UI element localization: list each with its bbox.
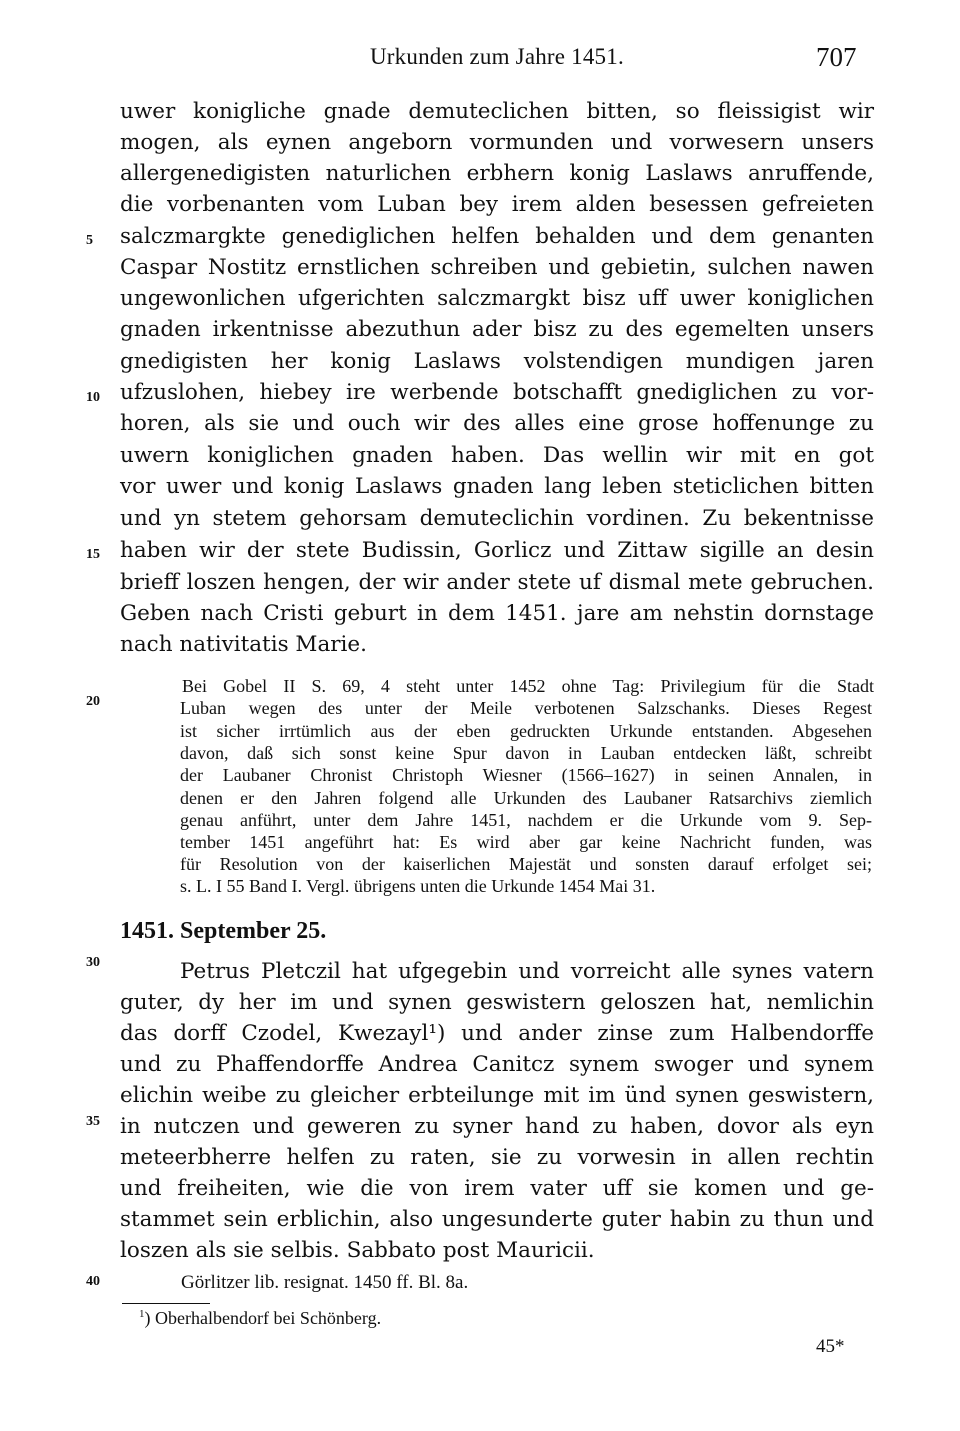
note-line: s. L. I 55 Band I. Vergl. übrigens unten die Urkunde 1454 Mai 31. xyxy=(180,876,656,896)
text-line: mogen, als eynen angeborn vormunden und vorwesern unsers xyxy=(120,130,874,155)
footnote-rule xyxy=(122,1303,210,1304)
running-head: Urkunden zum Jahre 1451. xyxy=(370,44,624,69)
note-line: tember 1451 angeführt hat: Es wird aber gar keine Nachricht funden, was xyxy=(180,832,872,852)
text-line: haben wir der stete Budissin, Gorlicz und Zittaw sigille an desin xyxy=(120,538,874,563)
footnote xyxy=(139,1308,381,1329)
footnote-mark: 1 xyxy=(139,1308,145,1320)
text-line: Petrus Pletczil hat ufgegebin und vorreicht alle synes vatern xyxy=(180,959,874,984)
text-line: gnedigisten her konig Laslaws volstendigen mundigen jaren xyxy=(120,349,874,374)
text-line: elichin weibe zu gleicher erbteilunge mit im ünd synen geswistern, xyxy=(120,1083,874,1108)
text-line: Geben nach Cristi geburt in dem 1451. jare am nehstin dornstage xyxy=(120,601,874,626)
text-line: stammet sein erblichin, also ungesunderte guter habin zu thun und xyxy=(120,1207,874,1232)
text-line: und freiheiten, wie die von irem vater uff sie komen und ge- xyxy=(120,1176,874,1201)
text-line: das dorff Czodel, Kwezayl¹) und ander zinse zum Halbendorffe xyxy=(120,1021,874,1046)
line-number: 20 xyxy=(86,694,100,709)
text-line: in nutczen und geweren zu syner hand zu haben, dovor als eyn xyxy=(120,1114,874,1139)
note-line: ist sicher irrtümlich aus der eben gedruckten Urkunde entstanden. Abgesehen xyxy=(180,721,872,741)
text-line: meteerbherre helfen zu raten, sie zu vorwesin in allen rechtin xyxy=(120,1145,874,1170)
note-line: Luban wegen des unter der Meile verbotenen Salzschanks. Dieses Regest xyxy=(180,698,872,718)
text-line: die vorbenanten vom Luban bey irem alden besessen gefreieten xyxy=(120,192,874,217)
text-line: und yn stetem gehorsam demuteclichin vordinen. Zu bekentnisse xyxy=(120,506,874,531)
line-number: 5 xyxy=(86,233,93,248)
text-line: vor uwer und konig Laslaws gnaden lang leben steticlichen bitten xyxy=(120,474,874,499)
line-number: 15 xyxy=(86,547,100,562)
note-line: der Laubaner Chronist Christoph Wiesner (1566–1627) in seinen Annalen, in xyxy=(180,765,872,785)
text-line: nach nativitatis Marie. xyxy=(120,632,367,657)
text-line: ufzuslohen, hiebey ire werbende botschafft gnediglichen zu vor- xyxy=(120,380,874,405)
note-line: genau anführt, unter dem Jahre 1451, nachdem er die Urkunde vom 9. Sep- xyxy=(180,810,872,830)
note-line: denen er den Jahren folgend alle Urkunden des Laubaner Ratsarchivs ziemlich xyxy=(180,788,872,808)
line-number: 10 xyxy=(86,390,100,405)
text-line: ungewonlichen ufgerichten salczmargkt bisz uff uwer koniglichen xyxy=(120,286,874,311)
text-line: brieff loszen hengen, der wir ander stete uf dismal mete gebruchen. xyxy=(120,570,874,595)
text-line: und zu Phaffendorffe Andrea Canitcz synem swoger und synem xyxy=(120,1052,874,1077)
text-line: allergenedigisten naturlichen erbhern konig Laslaws anruffende, xyxy=(120,161,874,186)
document-2-heading: 1451. September 25. xyxy=(120,918,327,944)
line-number: 30 xyxy=(86,955,100,970)
footnote-text: ) Oberhalbendorf bei Schönberg. xyxy=(144,1308,382,1328)
text-line: uwer konigliche gnade demuteclichen bitten, so fleissigist wir xyxy=(120,99,874,124)
note-line: davon, daß sich sonst keine Spur davon in Lauban entdecken läßt, schreibt xyxy=(180,743,872,763)
note-line: für Resolution von der kaiserlichen Majestät und sonsten darauf erfolget sei; xyxy=(180,854,872,874)
line-number: 35 xyxy=(86,1114,100,1129)
text-line: Caspar Nostitz ernstlichen schreiben und gebietin, sulchen nawen xyxy=(120,255,874,280)
text-line: horen, als sie und ouch wir des alles eine grose hoffenunge zu xyxy=(120,411,874,436)
text-line: loszen als sie selbis. Sabbato post Mauricii. xyxy=(120,1238,595,1263)
note-line: Bei Gobel II S. 69, 4 steht unter 1452 ohne Tag: Privilegium für die Stadt xyxy=(182,676,874,696)
text-line: uwern koniglichen gnaden haben. Das wellin wir mit en got xyxy=(120,443,874,468)
line-number: 40 xyxy=(86,1274,100,1289)
page-number: 707 xyxy=(816,42,857,72)
text-line: guter, dy her im und synen geswistern geloszen hat, nemlichin xyxy=(120,990,874,1015)
signature-mark: 45* xyxy=(816,1336,845,1357)
text-line: salczmargkte genediglichen helfen behalden und dem genanten xyxy=(120,224,874,249)
source-citation: Görlitzer lib. resignat. 1450 ff. Bl. 8a. xyxy=(181,1272,469,1293)
text-line: gnaden irkentnisse abezuthun ader bisz zu des egemelten unsers xyxy=(120,317,874,342)
